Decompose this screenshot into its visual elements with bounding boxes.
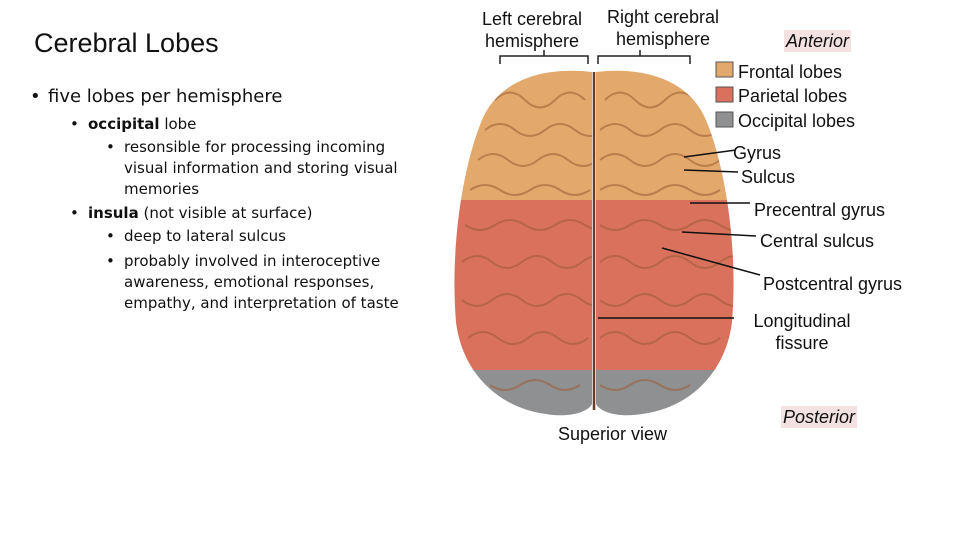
legend-label-occipital: Occipital lobes [738,111,856,131]
slide-title: Cerebral Lobes [34,28,219,58]
occipital-term: occipital [88,115,160,133]
label-precentral-gyrus: Precentral gyrus [754,200,886,220]
insula-sub1-text: deep to lateral sulcus [124,227,286,245]
label-anterior: Anterior [786,31,850,51]
legend-label-parietal: Parietal lobes [738,86,848,106]
insula-suffix: (not visible at surface) [138,204,313,222]
bullet-dot-icon: • [70,115,79,133]
label-postcentral-gyrus: Postcentral gyrus [763,274,903,294]
label-right-hemisphere: Right cerebral hemisphere [606,7,720,49]
left-hemisphere [440,60,615,430]
bullet-dot-icon: • [106,138,115,156]
insula-sub2-text: probably involved in interoceptive awareness, emotional responses, empathy, and interpretation of taste [124,252,399,312]
label-longitudinal-fissure: Longitudinal fissure [753,311,851,353]
occipital-suffix: lobe [159,115,197,133]
legend-swatch-occipital [716,112,733,127]
legend-swatch-parietal [716,87,733,102]
bullet-dot-icon: • [106,227,115,245]
legend-swatch-frontal [716,62,733,77]
label-left-hemisphere: Left cerebral hemisphere [481,9,583,51]
label-gyrus: Gyrus [733,143,782,163]
occipital-sub-text: resonsible for processing incoming visual information and storing visual memories [124,138,398,198]
bullet-dot-icon: • [30,86,41,107]
label-central-sulcus: Central sulcus [760,231,875,251]
label-posterior: Posterior [783,407,856,427]
left-hemisphere-bracket [500,50,588,64]
legend-label-frontal: Frontal lobes [738,62,843,82]
bullet-main-text: five lobes per hemisphere [48,86,283,107]
label-sulcus: Sulcus [741,167,796,187]
insula-term: insula [88,204,139,222]
right-hemisphere-bracket [598,50,690,64]
bullet-dot-icon: • [70,204,79,222]
label-superior-view: Superior view [558,424,668,444]
bullet-dot-icon: • [106,252,115,270]
